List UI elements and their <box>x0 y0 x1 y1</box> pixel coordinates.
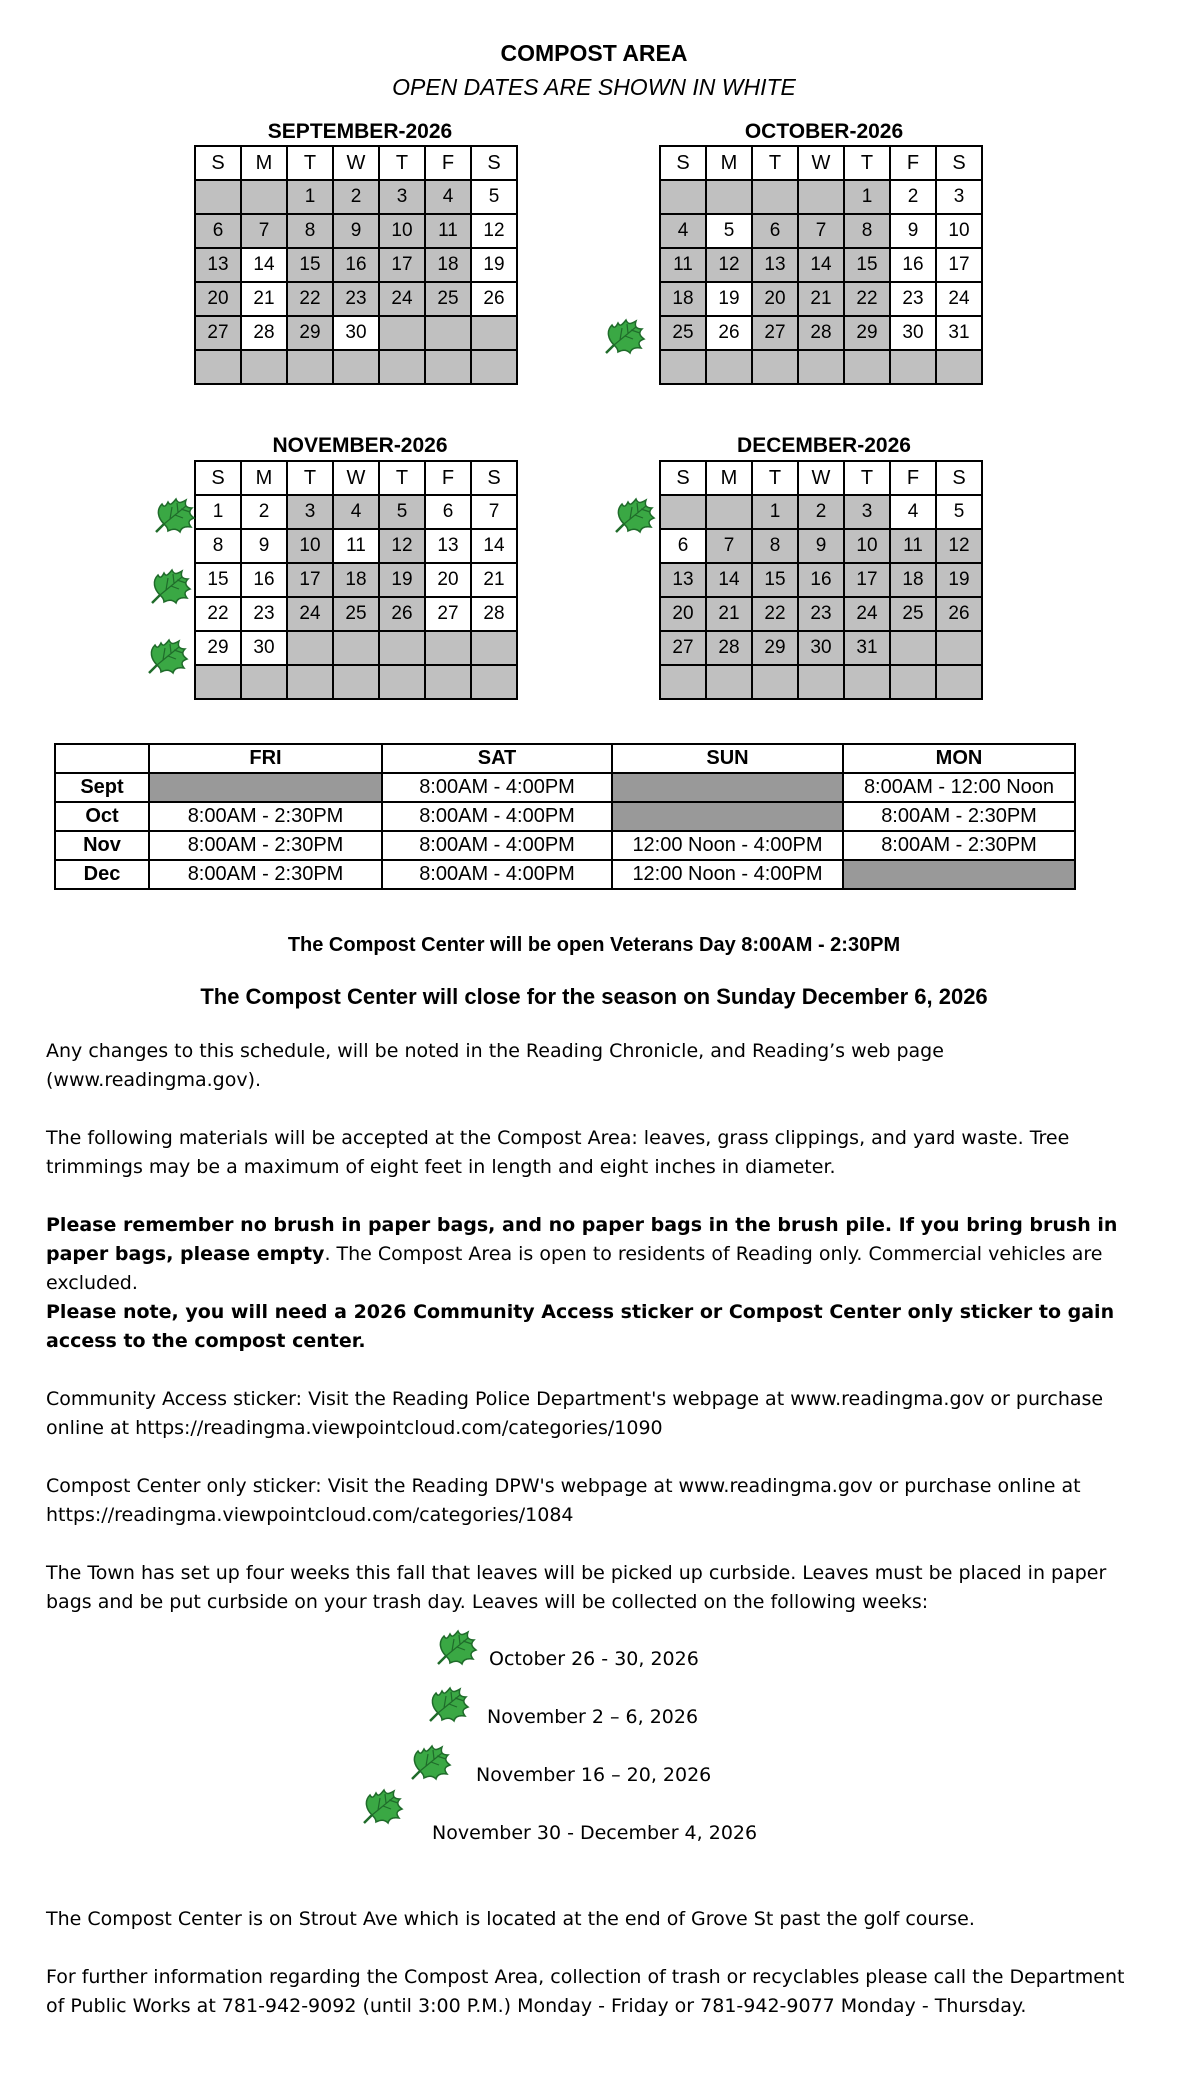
calendar-week-row <box>660 597 982 631</box>
calendar-day-cell: 14 <box>798 248 844 282</box>
calendar-day-cell: 10 <box>379 214 425 248</box>
weekday-label: S <box>471 146 517 180</box>
calendar-day-cell <box>333 665 379 699</box>
calendar-day-cell <box>798 180 844 214</box>
calendar-week-row <box>195 248 517 282</box>
weekday-label: T <box>844 461 890 495</box>
calendar-day-cell: 7 <box>241 214 287 248</box>
calendar-day-cell: 27 <box>425 597 471 631</box>
calendar-day-cell <box>660 495 706 529</box>
calendar-day-cell <box>379 316 425 350</box>
calendar-day-cell <box>936 350 982 384</box>
calendar-day-cell <box>333 631 379 665</box>
calendar-day-cell <box>471 316 517 350</box>
weekday-label: S <box>195 146 241 180</box>
calendar-day-cell: 2 <box>798 495 844 529</box>
leaf-week-3: November 16 – 20, 2026 <box>476 1764 712 1786</box>
calendar-day-cell: 25 <box>333 597 379 631</box>
hours-time-cell: 8:00AM - 4:00PM <box>382 773 612 802</box>
brush-rest: . The Compost Area is open to residents of Reading only. Commercial vehicles are excluded. <box>46 1243 1103 1294</box>
calendar-day-cell: 4 <box>425 180 471 214</box>
calendar-day-cell: 1 <box>752 495 798 529</box>
calendar-day-cell: 22 <box>287 282 333 316</box>
calendar-day-cell <box>379 665 425 699</box>
calendar-day-cell: 16 <box>333 248 379 282</box>
calendar-day-cell: 1 <box>844 180 890 214</box>
calendar-day-cell: 24 <box>379 282 425 316</box>
calendar-day-cell <box>706 495 752 529</box>
calendar-day-cell: 26 <box>936 597 982 631</box>
calendar-day-cell <box>471 665 517 699</box>
calendar-day-cell <box>333 350 379 384</box>
calendar-week-row <box>195 180 517 214</box>
sticker-note-paragraph: Please note, you will need a 2026 Community Access sticker or Compost Center only sticker to gain access to the compost center. <box>46 1301 1115 1352</box>
compost-sticker-paragraph: Compost Center only sticker: Visit the Reading DPW's webpage at www.readingma.gov or purchase online at https://readingma.viewpointcloud.com/categories/1084 <box>46 1475 1081 1526</box>
weekday-label: S <box>471 461 517 495</box>
calendar-day-cell <box>706 350 752 384</box>
hours-header-cell <box>55 744 149 773</box>
calendar-title-october: OCTOBER-2026 <box>744 120 904 143</box>
calendar-day-cell <box>471 350 517 384</box>
calendar-day-cell: 19 <box>936 563 982 597</box>
calendar-day-cell: 20 <box>425 563 471 597</box>
calendar-day-cell: 3 <box>844 495 890 529</box>
calendar-day-cell: 25 <box>425 282 471 316</box>
calendar-day-cell: 21 <box>798 282 844 316</box>
calendar-day-cell: 22 <box>195 597 241 631</box>
calendar-day-cell: 13 <box>752 248 798 282</box>
calendar-day-cell <box>379 631 425 665</box>
calendar-day-cell: 15 <box>752 563 798 597</box>
leaf-icon <box>406 1741 454 1783</box>
calendar-day-cell: 15 <box>287 248 333 282</box>
calendar-day-cell: 9 <box>890 214 936 248</box>
weekday-label: W <box>333 146 379 180</box>
calendar-day-cell: 21 <box>471 563 517 597</box>
leaf-icon <box>424 1683 472 1725</box>
calendar-day-cell <box>287 350 333 384</box>
calendar-day-cell: 23 <box>241 597 287 631</box>
calendar-december <box>659 460 983 700</box>
calendar-day-cell: 11 <box>890 529 936 563</box>
calendar-day-cell <box>752 180 798 214</box>
calendar-title-december: DECEMBER-2026 <box>737 434 911 457</box>
leaf-icon <box>600 315 648 357</box>
calendar-week-row <box>195 282 517 316</box>
calendar-day-cell: 6 <box>195 214 241 248</box>
calendar-day-cell <box>287 665 333 699</box>
calendar-day-cell: 8 <box>287 214 333 248</box>
calendar-day-cell: 8 <box>195 529 241 563</box>
brush-warning: Please remember no brush in paper bags, and no paper bags in the brush pile. If you bring brush in paper bags, please empty <box>46 1214 1118 1265</box>
calendar-weekday-row <box>660 146 982 180</box>
calendar-day-cell: 8 <box>752 529 798 563</box>
hours-time-cell: 12:00 Noon - 4:00PM <box>612 860 843 889</box>
calendar-title-september: SEPTEMBER-2026 <box>267 120 453 143</box>
hours-table <box>54 743 1076 890</box>
hours-time-cell: 8:00AM - 4:00PM <box>382 831 612 860</box>
calendar-day-cell <box>241 665 287 699</box>
calendar-week-row <box>660 248 982 282</box>
calendar-day-cell: 27 <box>195 316 241 350</box>
calendar-day-cell: 30 <box>333 316 379 350</box>
calendar-day-cell: 2 <box>890 180 936 214</box>
calendar-day-cell <box>936 665 982 699</box>
calendar-day-cell: 11 <box>425 214 471 248</box>
community-sticker-paragraph: Community Access sticker: Visit the Reading Police Department's webpage at www.readingma.gov or purchase online at https://readingma.viewpointcloud.com/categories/1090 <box>46 1388 1104 1439</box>
materials-paragraph: The following materials will be accepted at the Compost Area: leaves, grass clippings, and yard waste. Tree trimmings may be a maximum of eight feet in length and eight inches in diameter. <box>46 1127 1070 1178</box>
leaf-icon <box>432 1626 480 1668</box>
calendar-weekday-row <box>660 461 982 495</box>
calendar-day-cell: 26 <box>706 316 752 350</box>
calendar-day-cell <box>425 665 471 699</box>
calendar-day-cell: 10 <box>287 529 333 563</box>
calendar-day-cell: 5 <box>379 495 425 529</box>
weekday-label: S <box>660 146 706 180</box>
calendar-day-cell <box>195 180 241 214</box>
weekday-label: T <box>752 146 798 180</box>
calendar-day-cell <box>425 631 471 665</box>
calendar-day-cell: 6 <box>752 214 798 248</box>
calendar-day-cell: 5 <box>471 180 517 214</box>
hours-time-cell: 12:00 Noon - 4:00PM <box>612 831 843 860</box>
calendar-day-cell: 29 <box>287 316 333 350</box>
calendar-week-row <box>195 350 517 384</box>
calendar-day-cell <box>798 665 844 699</box>
page-subtitle: OPEN DATES ARE SHOWN IN WHITE <box>392 74 796 100</box>
calendar-day-cell: 8 <box>844 214 890 248</box>
calendar-day-cell <box>425 316 471 350</box>
leaf-icon <box>358 1785 406 1827</box>
calendar-week-row <box>660 180 982 214</box>
hours-row <box>55 773 1075 802</box>
calendar-day-cell: 13 <box>660 563 706 597</box>
calendar-day-cell <box>752 350 798 384</box>
weekday-label: F <box>425 461 471 495</box>
calendar-day-cell: 9 <box>333 214 379 248</box>
calendar-day-cell: 26 <box>379 597 425 631</box>
calendar-day-cell: 14 <box>241 248 287 282</box>
calendar-week-row <box>660 350 982 384</box>
calendar-day-cell: 24 <box>287 597 333 631</box>
calendar-day-cell: 16 <box>798 563 844 597</box>
calendar-day-cell: 2 <box>333 180 379 214</box>
calendar-day-cell: 11 <box>660 248 706 282</box>
calendar-day-cell: 29 <box>752 631 798 665</box>
calendar-day-cell <box>660 665 706 699</box>
weekday-label: T <box>752 461 798 495</box>
weekday-label: W <box>798 146 844 180</box>
calendar-day-cell: 23 <box>798 597 844 631</box>
calendar-day-cell <box>195 665 241 699</box>
calendar-day-cell: 17 <box>379 248 425 282</box>
calendar-weekday-row <box>195 146 517 180</box>
calendar-day-cell: 29 <box>195 631 241 665</box>
hours-header-row <box>55 744 1075 773</box>
calendar-day-cell: 26 <box>471 282 517 316</box>
calendar-day-cell <box>844 350 890 384</box>
weekday-label: M <box>706 461 752 495</box>
calendar-day-cell: 31 <box>844 631 890 665</box>
calendar-day-cell: 28 <box>471 597 517 631</box>
calendar-day-cell: 12 <box>379 529 425 563</box>
hours-time-cell: 8:00AM - 2:30PM <box>149 802 382 831</box>
hours-row <box>55 831 1075 860</box>
hours-header-cell: MON <box>843 744 1075 773</box>
calendar-day-cell: 18 <box>425 248 471 282</box>
weekday-label: W <box>798 461 844 495</box>
calendar-day-cell: 17 <box>287 563 333 597</box>
hours-row <box>55 802 1075 831</box>
contact-paragraph: For further information regarding the Compost Area, collection of trash or recyclables please call the Department of Public Works at 781-942-9092 (until 3:00 P.M.) Monday - Friday or 781-942-9077 Monday - Thursday. <box>46 1966 1125 2017</box>
calendar-week-row <box>660 282 982 316</box>
calendar-day-cell <box>890 350 936 384</box>
calendar-week-row <box>660 631 982 665</box>
hours-header-cell: SAT <box>382 744 612 773</box>
leaf-pickup-paragraph: The Town has set up four weeks this fall that leaves will be picked up curbside. Leaves must be placed in paper bags and be put curbside on your trash day. Leaves will be collected on the following weeks: <box>46 1562 1107 1613</box>
leaf-week-4: November 30 - December 4, 2026 <box>432 1822 758 1844</box>
calendar-day-cell: 1 <box>195 495 241 529</box>
calendar-week-row <box>195 597 517 631</box>
calendar-week-row <box>195 214 517 248</box>
hours-time-cell: 8:00AM - 4:00PM <box>382 860 612 889</box>
location-paragraph: The Compost Center is on Strout Ave which is located at the end of Grove St past the golf course. <box>46 1908 975 1930</box>
calendar-day-cell: 20 <box>660 597 706 631</box>
calendar-day-cell: 18 <box>333 563 379 597</box>
calendar-day-cell <box>706 180 752 214</box>
hours-row <box>55 860 1075 889</box>
calendar-day-cell: 30 <box>890 316 936 350</box>
calendar-day-cell: 7 <box>798 214 844 248</box>
calendar-title-november: NOVEMBER-2026 <box>272 434 448 457</box>
weekday-label: W <box>333 461 379 495</box>
leaf-week-2: November 2 – 6, 2026 <box>487 1706 699 1728</box>
calendar-day-cell: 6 <box>660 529 706 563</box>
calendar-day-cell: 13 <box>195 248 241 282</box>
weekday-label: T <box>379 461 425 495</box>
calendar-day-cell <box>890 665 936 699</box>
weekday-label: T <box>287 461 333 495</box>
calendar-day-cell: 11 <box>333 529 379 563</box>
calendar-day-cell: 4 <box>333 495 379 529</box>
hours-month-cell: Sept <box>55 773 149 802</box>
page-title: COMPOST AREA <box>500 40 688 66</box>
calendar-week-row <box>195 665 517 699</box>
weekday-label: T <box>287 146 333 180</box>
calendar-day-cell: 15 <box>195 563 241 597</box>
leaf-week-1: October 26 - 30, 2026 <box>489 1648 699 1670</box>
calendar-day-cell: 17 <box>936 248 982 282</box>
weekday-label: S <box>660 461 706 495</box>
calendar-day-cell <box>287 631 333 665</box>
calendar-week-row <box>660 529 982 563</box>
calendar-day-cell: 3 <box>379 180 425 214</box>
calendar-day-cell: 29 <box>844 316 890 350</box>
calendar-day-cell: 3 <box>936 180 982 214</box>
calendar-day-cell <box>660 180 706 214</box>
calendar-day-cell <box>241 180 287 214</box>
calendar-day-cell: 7 <box>706 529 752 563</box>
calendar-day-cell: 21 <box>241 282 287 316</box>
calendar-day-cell <box>844 665 890 699</box>
weekday-label: S <box>936 461 982 495</box>
weekday-label: S <box>936 146 982 180</box>
calendar-november <box>194 460 518 700</box>
calendar-day-cell: 28 <box>798 316 844 350</box>
calendar-weekday-row <box>195 461 517 495</box>
weekday-label: M <box>241 146 287 180</box>
calendar-day-cell <box>425 350 471 384</box>
calendar-day-cell: 14 <box>471 529 517 563</box>
calendar-day-cell: 12 <box>471 214 517 248</box>
calendar-day-cell: 20 <box>195 282 241 316</box>
calendar-day-cell: 17 <box>844 563 890 597</box>
hours-month-cell: Dec <box>55 860 149 889</box>
calendar-day-cell <box>752 665 798 699</box>
calendar-day-cell: 30 <box>241 631 287 665</box>
calendar-day-cell: 4 <box>660 214 706 248</box>
calendar-day-cell: 5 <box>706 214 752 248</box>
hours-time-cell <box>612 802 843 831</box>
weekday-label: S <box>195 461 241 495</box>
calendar-day-cell: 25 <box>890 597 936 631</box>
calendar-day-cell: 22 <box>844 282 890 316</box>
hours-time-cell: 8:00AM - 12:00 Noon <box>843 773 1075 802</box>
calendar-day-cell: 10 <box>844 529 890 563</box>
calendar-day-cell <box>798 350 844 384</box>
hours-header-cell: FRI <box>149 744 382 773</box>
calendar-day-cell: 28 <box>706 631 752 665</box>
hours-time-cell <box>149 773 382 802</box>
calendar-day-cell: 27 <box>752 316 798 350</box>
hours-time-cell: 8:00AM - 2:30PM <box>149 831 382 860</box>
calendar-day-cell <box>241 350 287 384</box>
calendar-day-cell: 7 <box>471 495 517 529</box>
calendar-day-cell: 20 <box>752 282 798 316</box>
calendar-day-cell: 24 <box>936 282 982 316</box>
calendar-day-cell: 23 <box>890 282 936 316</box>
changes-paragraph: Any changes to this schedule, will be noted in the Reading Chronicle, and Reading’s web page (www.readingma.gov). <box>46 1040 944 1091</box>
calendar-day-cell: 28 <box>241 316 287 350</box>
calendar-day-cell <box>936 631 982 665</box>
calendar-october <box>659 145 983 385</box>
calendar-day-cell: 18 <box>660 282 706 316</box>
hours-month-cell: Oct <box>55 802 149 831</box>
calendar-day-cell: 14 <box>706 563 752 597</box>
calendar-day-cell: 1 <box>287 180 333 214</box>
calendar-week-row <box>660 316 982 350</box>
calendar-day-cell: 6 <box>425 495 471 529</box>
calendar-day-cell: 18 <box>890 563 936 597</box>
calendar-day-cell: 5 <box>936 495 982 529</box>
calendar-day-cell: 12 <box>706 248 752 282</box>
brush-paragraph <box>46 1211 1146 1298</box>
weekday-label: M <box>241 461 287 495</box>
hours-time-cell <box>843 860 1075 889</box>
calendar-day-cell <box>660 350 706 384</box>
calendar-day-cell: 30 <box>798 631 844 665</box>
hours-month-cell: Nov <box>55 831 149 860</box>
leaf-icon <box>146 565 194 607</box>
calendar-day-cell: 4 <box>890 495 936 529</box>
leaf-icon <box>610 494 658 536</box>
calendar-week-row <box>195 563 517 597</box>
calendar-day-cell: 10 <box>936 214 982 248</box>
calendar-week-row <box>195 495 517 529</box>
calendar-week-row <box>195 529 517 563</box>
calendar-day-cell: 19 <box>706 282 752 316</box>
season-close-notice: The Compost Center will close for the season on Sunday December 6, 2026 <box>200 984 988 1009</box>
calendar-day-cell: 15 <box>844 248 890 282</box>
calendar-week-row <box>660 495 982 529</box>
weekday-label: F <box>890 461 936 495</box>
weekday-label: T <box>379 146 425 180</box>
hours-time-cell: 8:00AM - 2:30PM <box>149 860 382 889</box>
leaf-icon <box>150 494 198 536</box>
calendar-day-cell <box>706 665 752 699</box>
calendar-day-cell: 2 <box>241 495 287 529</box>
calendar-week-row <box>660 563 982 597</box>
calendar-day-cell <box>195 350 241 384</box>
calendar-day-cell: 3 <box>287 495 333 529</box>
calendar-day-cell: 12 <box>936 529 982 563</box>
calendar-september <box>194 145 518 385</box>
calendar-day-cell: 31 <box>936 316 982 350</box>
calendar-week-row <box>660 665 982 699</box>
calendar-day-cell: 13 <box>425 529 471 563</box>
hours-time-cell: 8:00AM - 2:30PM <box>843 831 1075 860</box>
weekday-label: M <box>706 146 752 180</box>
calendar-day-cell <box>471 631 517 665</box>
veterans-day-notice: The Compost Center will be open Veterans Day 8:00AM - 2:30PM <box>287 934 901 956</box>
calendar-day-cell: 9 <box>798 529 844 563</box>
calendar-day-cell: 16 <box>241 563 287 597</box>
weekday-label: T <box>844 146 890 180</box>
calendar-day-cell <box>379 350 425 384</box>
hours-header-cell: SUN <box>612 744 843 773</box>
calendar-day-cell: 9 <box>241 529 287 563</box>
calendar-day-cell: 23 <box>333 282 379 316</box>
calendar-day-cell: 22 <box>752 597 798 631</box>
hours-time-cell <box>612 773 843 802</box>
weekday-label: F <box>890 146 936 180</box>
calendar-day-cell: 19 <box>379 563 425 597</box>
calendar-day-cell: 25 <box>660 316 706 350</box>
leaf-icon <box>143 635 191 677</box>
hours-time-cell: 8:00AM - 4:00PM <box>382 802 612 831</box>
calendar-day-cell: 16 <box>890 248 936 282</box>
calendar-day-cell <box>890 631 936 665</box>
calendar-day-cell: 19 <box>471 248 517 282</box>
calendar-day-cell: 21 <box>706 597 752 631</box>
calendar-week-row <box>195 316 517 350</box>
calendar-day-cell: 27 <box>660 631 706 665</box>
calendar-week-row <box>195 631 517 665</box>
calendar-day-cell: 24 <box>844 597 890 631</box>
hours-time-cell: 8:00AM - 2:30PM <box>843 802 1075 831</box>
calendar-week-row <box>660 214 982 248</box>
weekday-label: F <box>425 146 471 180</box>
